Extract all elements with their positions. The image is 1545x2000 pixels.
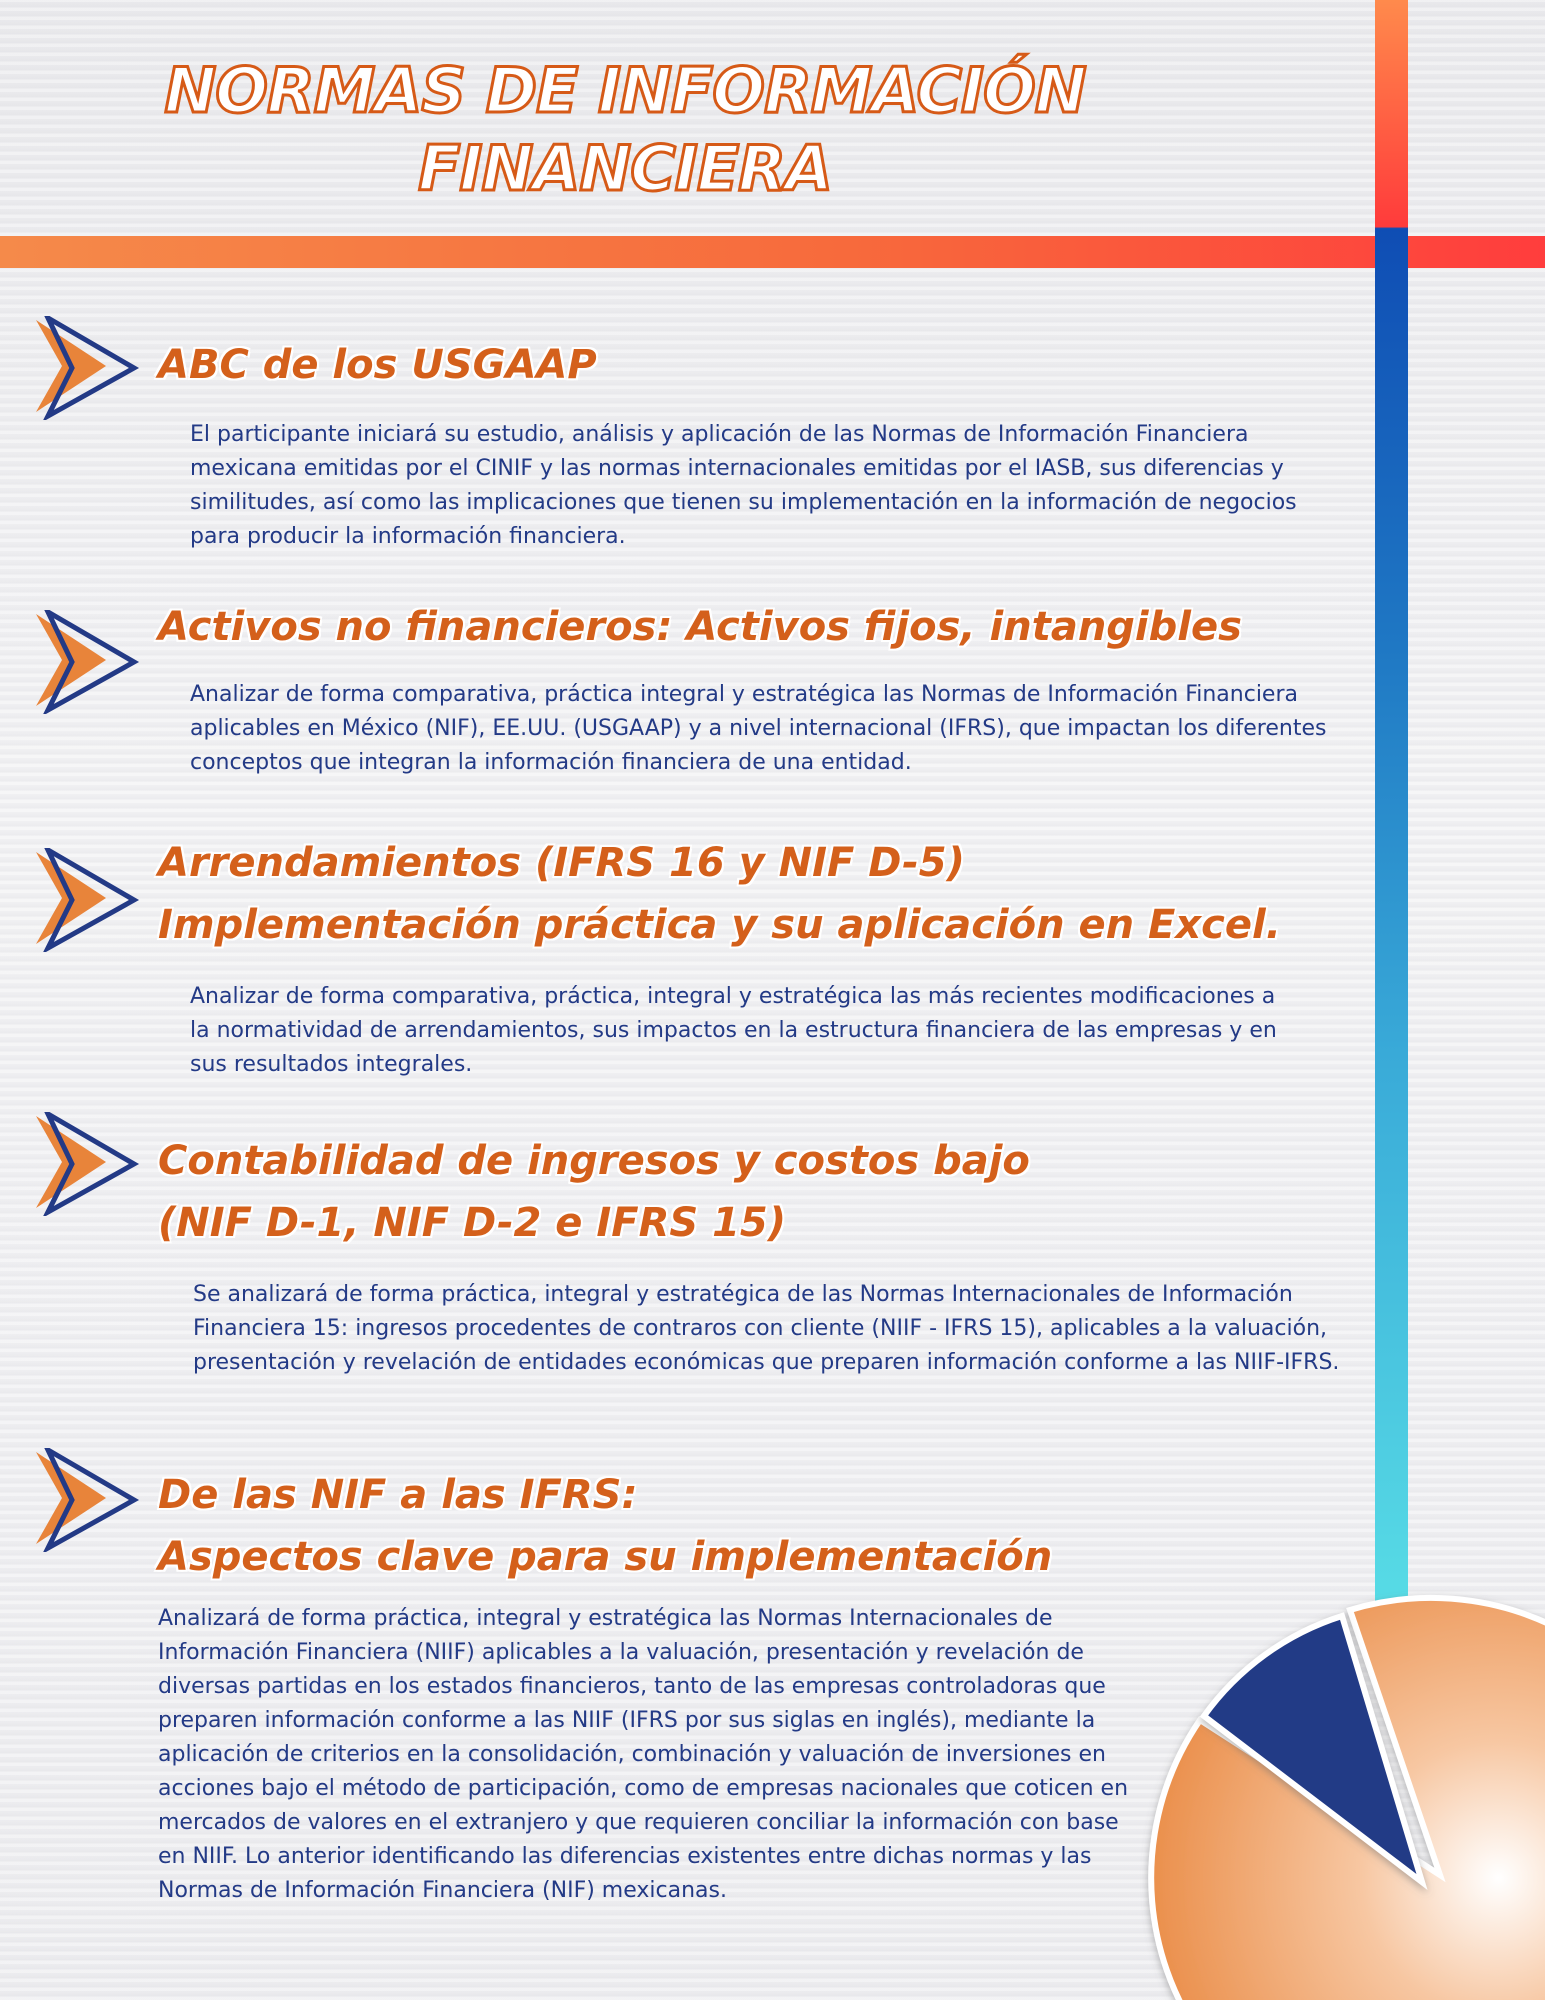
section-heading <box>158 832 1281 956</box>
section-body: Se analizará de forma práctica, integral y estratégica de las Normas Internacionales de Información Financiera 15: ingresos procedentes de contraros con cliente (NIIF - IFRS 15), aplicables a la valuación, presentación y revelación de entidades económicas que preparen información conforme a las NIIF-IFRS. <box>193 1282 1340 1375</box>
heading-line: Arrendamientos (IFRS 16 y NIF D-5) <box>158 840 965 886</box>
chevron-right-icon <box>36 1448 140 1552</box>
heading-line: De las NIF a las IFRS: <box>158 1472 638 1518</box>
section-heading <box>158 1464 1052 1588</box>
chevron-right-icon <box>36 848 140 952</box>
heading-line: Implementación práctica y su aplicación en Excel. <box>158 902 1281 948</box>
heading-line: (NIF D-1, NIF D-2 e IFRS 15) <box>158 1200 787 1246</box>
chevron-right-icon <box>36 1112 140 1216</box>
title-line-2: FINANCIERA <box>418 132 832 205</box>
heading-line: Contabilidad de ingresos y costos bajo <box>158 1138 1030 1184</box>
title-line-1: NORMAS DE INFORMACIÓN <box>164 54 1086 127</box>
chevron-right-icon <box>36 316 140 420</box>
section-body: Analizar de forma comparativa, práctica integral y estratégica las Normas de Información Financiera aplicables en México (NIF), EE.UU. (USGAAP) y a nivel internacional (IFRS), que impactan los diferentes conceptos que integran la información financiera de una entidad. <box>190 682 1327 775</box>
pie-chart-icon <box>1140 1590 1545 2000</box>
section-heading <box>158 334 597 396</box>
vertical-accent-bar <box>1375 0 1408 1620</box>
top-accent-bar <box>0 236 1545 268</box>
section-body: Analizar de forma comparativa, práctica, integral y estratégica las más recientes modificaciones a la normatividad de arrendamientos, sus impactos en la estructura financiera de las empresas y en sus resultados integrales. <box>190 984 1277 1077</box>
section-body: El participante iniciará su estudio, análisis y aplicación de las Normas de Información Financiera mexicana emitidas por el CINIF y las normas internacionales emitidas por el IASB, sus diferencias y similitudes, así como las implicaciones que tienen su implementación en la información de negocios para producir la información financiera. <box>190 422 1297 549</box>
section-heading <box>158 1130 1030 1254</box>
heading-line: ABC de los USGAAP <box>158 342 597 388</box>
chevron-right-icon <box>36 610 140 714</box>
page-title <box>0 52 1250 208</box>
heading-line: Aspectos clave para su implementación <box>158 1534 1053 1580</box>
heading-line: Activos no financieros: Activos fijos, intangibles <box>158 604 1242 650</box>
section-body: Analizará de forma práctica, integral y estratégica las Normas Internacionales de Información Financiera (NIIF) aplicables a la valuación, presentación y revelación de diversas partidas en los estados financieros, tanto de las empresas controladoras que preparen información conforme a las NIIF (IFRS por sus siglas en inglés), mediante la aplicación de criterios en la consolidación, combinación y valuación de inversiones en acciones bajo el método de participación, como de empresas nacionales que coticen en mercados de valores en el extranjero y que requieren conciliar la información con base en NIIF. Lo anterior identificando las diferencias existentes entre dichas normas y las Normas de Información Financiera (NIF) mexicanas. <box>158 1606 1129 1903</box>
section-heading <box>158 596 1242 658</box>
